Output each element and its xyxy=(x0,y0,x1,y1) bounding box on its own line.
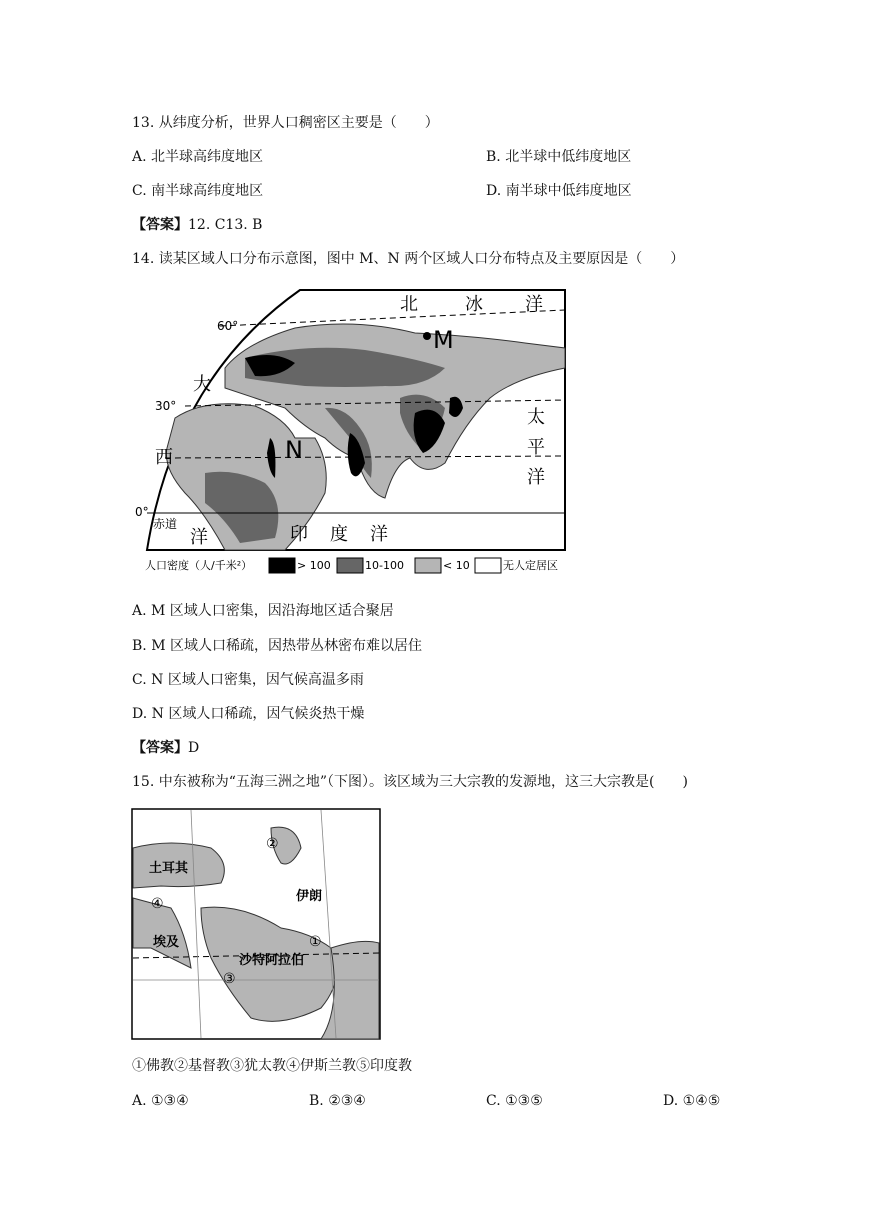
q14-option-c: C. N 区域人口密集，因气候高温多雨 xyxy=(132,672,364,688)
marker-3: ③ xyxy=(223,971,236,987)
marker-2: ② xyxy=(266,836,279,852)
country-turkey-label: 土耳其 xyxy=(149,861,189,876)
equator-label: 赤道 xyxy=(153,517,178,531)
q14-option-a: A. M 区域人口密集，因沿海地区适合聚居 xyxy=(132,603,394,619)
q14-stem: 14. 读某区域人口分布示意图，图中 M、N 两个区域人口分布特点及主要原因是（ ） xyxy=(132,251,685,267)
country-saudi-label: 沙特阿拉伯 xyxy=(239,953,305,968)
population-density-map-svg xyxy=(135,288,568,575)
q13-option-d: D. 南半球中低纬度地区 xyxy=(486,183,632,199)
q14-option-b: B. M 区域人口稀疏，因热带丛林密布难以居住 xyxy=(132,638,422,654)
indian-char-2: 度 xyxy=(330,524,348,545)
pacific-char-1: 太 xyxy=(527,407,545,428)
country-egypt-label: 埃及 xyxy=(153,935,180,950)
q15-option-c: C. ①③⑤ xyxy=(486,1093,543,1109)
lat-60-label: 60° xyxy=(217,319,239,333)
arctic-char-2: 冰 xyxy=(465,294,483,315)
legend-swatch-sparse xyxy=(415,558,441,573)
atlantic-char-3: 洋 xyxy=(190,527,208,548)
arctic-char-3: 洋 xyxy=(525,294,543,315)
legend-swatch-dense xyxy=(269,558,295,573)
arctic-char-1: 北 xyxy=(400,294,418,315)
pacific-char-2: 平 xyxy=(527,437,545,458)
indian-char-3: 洋 xyxy=(370,524,388,545)
lat-30-label: 30° xyxy=(155,399,177,413)
marker-1: ① xyxy=(309,934,322,950)
atlantic-char-1: 大 xyxy=(193,374,211,395)
q15-religions: ①佛教②基督教③犹太教④伊斯兰教⑤印度教 xyxy=(132,1058,412,1074)
q14-answer xyxy=(132,738,199,758)
q15-option-b: B. ②③④ xyxy=(309,1093,366,1109)
q13-stem: 13. 从纬度分析，世界人口稠密区主要是（ ） xyxy=(132,115,439,131)
legend-label-uninhabited: 无人定居区 xyxy=(503,559,558,572)
atlantic-char-2: 西 xyxy=(155,447,173,468)
q13-option-b: B. 北半球中低纬度地区 xyxy=(486,149,632,165)
q13-option-a: A. 北半球高纬度地区 xyxy=(132,149,264,165)
legend-swatch-medium xyxy=(337,558,363,573)
q14-answer-value: D xyxy=(188,740,200,756)
legend-label-medium: 10-100 xyxy=(365,559,404,572)
marker-4: ④ xyxy=(151,896,164,912)
q15-stem: 15. 中东被称为“五海三洲之地”（下图）。该区域为三大宗教的发源地，这三大宗教是( ) xyxy=(132,774,688,790)
legend-label-sparse: < 10 xyxy=(443,559,470,572)
q13-answer-value: 12. C13. B xyxy=(188,217,263,233)
population-density-map xyxy=(135,288,568,575)
legend-swatch-uninhabited xyxy=(475,558,501,573)
q13-option-c: C. 南半球高纬度地区 xyxy=(132,183,264,199)
q15-option-a: A. ①③④ xyxy=(132,1093,189,1109)
legend-label-dense: > 100 xyxy=(297,559,331,572)
marker-m-label: M xyxy=(433,326,454,354)
pacific-char-3: 洋 xyxy=(527,467,545,488)
lat-0-label: 0° xyxy=(135,505,149,519)
middle-east-map-svg xyxy=(131,808,381,1040)
indian-char-1: 印 xyxy=(290,524,308,545)
q14-option-d: D. N 区域人口稀疏，因气候炎热干燥 xyxy=(132,706,365,722)
q13-answer-label: 【答案】 xyxy=(132,217,188,233)
q15-option-d: D. ①④⑤ xyxy=(663,1093,721,1109)
legend-title: 人口密度（人/千米²） xyxy=(145,559,253,572)
country-iran-label: 伊朗 xyxy=(296,889,323,904)
q14-answer-label: 【答案】 xyxy=(132,740,188,756)
marker-m-dot xyxy=(423,332,431,340)
q13-answer xyxy=(132,215,262,235)
marker-n-label: N xyxy=(285,436,303,464)
middle-east-map xyxy=(131,808,381,1040)
